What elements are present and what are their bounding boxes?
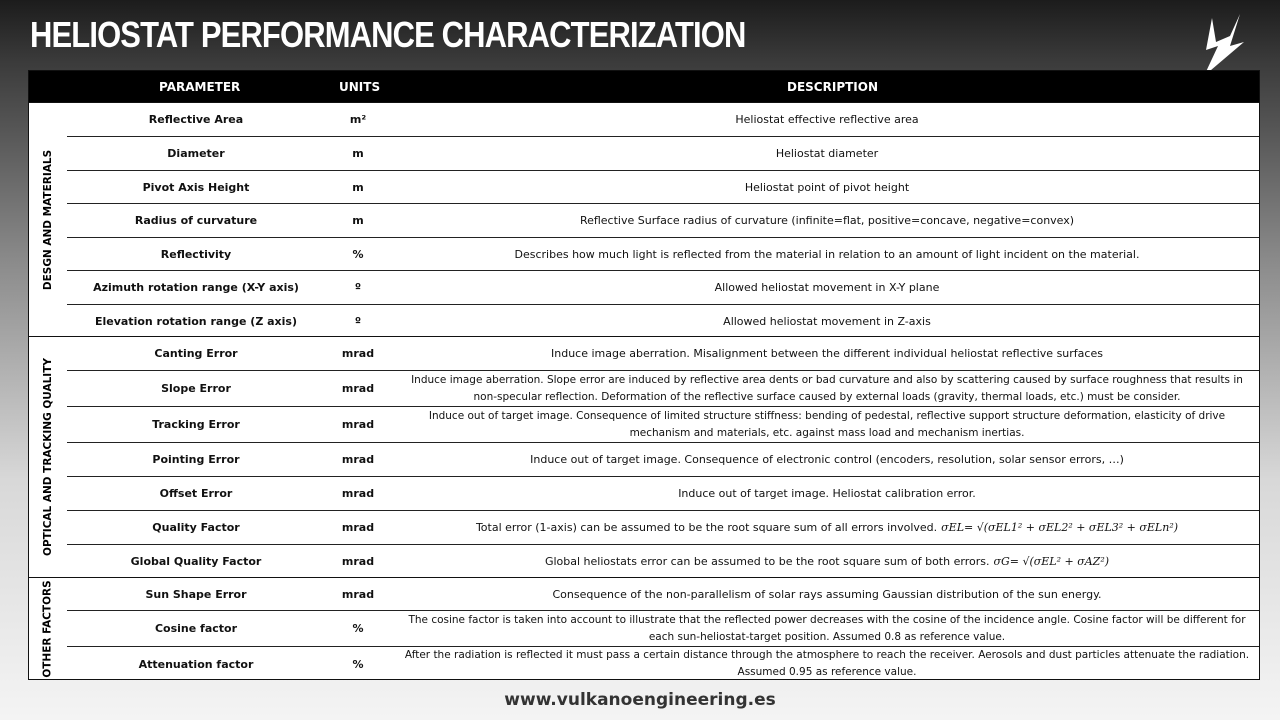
param-cell: Global Quality Factor bbox=[130, 555, 262, 568]
param-cell: Tracking Error bbox=[152, 418, 240, 431]
table-row bbox=[67, 203, 1259, 237]
units-cell: mrad bbox=[341, 382, 375, 395]
description-cell: The cosine factor is taken into account to illustrate that the reflected power decreases with the cosine of the incidence angle. Cosine factor will be different for each sun-heliostat-target position. Assumed 0.8 as reference value. bbox=[408, 613, 1246, 643]
units-cell: º bbox=[354, 281, 362, 294]
description-cell: After the radiation is reflected it must pass a certain distance through the atmosphere to reach the receiver. Aerosols and dust particles attenuate the radiation. Assumed 0.95 as reference value. bbox=[404, 649, 1250, 678]
description-cell: Induce out of target image. Heliostat calibration error. bbox=[678, 487, 976, 500]
description-cell: Induce image aberration. Misalignment between the different individual heliostat reflective surfaces bbox=[551, 347, 1103, 360]
table-row bbox=[67, 442, 1259, 476]
description-cell: Induce image aberration. Slope error are induced by reflective area dents or bad curvature and also by scattering caused by surface roughness that results in non-specular reflection. Deformation of the reflective surface caused by external loads (gravity, thermal loads, etc.) must be consider. bbox=[411, 373, 1243, 403]
group-design-materials bbox=[29, 102, 1259, 336]
group-label: OTHER FACTORS bbox=[42, 580, 55, 678]
description-cell: Allowed heliostat movement in Z-axis bbox=[723, 314, 931, 328]
param-cell: Pivot Axis Height bbox=[142, 180, 250, 194]
description-cell: Consequence of the non-parallelism of solar rays assuming Gaussian distribution of the sun energy. bbox=[552, 587, 1102, 601]
lightning-bolt-icon bbox=[1200, 12, 1246, 78]
table-row bbox=[67, 370, 1259, 406]
param-cell: Azimuth rotation range (X-Y axis) bbox=[93, 281, 299, 294]
description-cell: Allowed heliostat movement in X-Y plane bbox=[714, 281, 940, 294]
description-cell: Describes how much light is reflected from the material in relation to an amount of light incident on the material. bbox=[514, 247, 1140, 261]
param-cell: Slope Error bbox=[161, 382, 231, 395]
group-optical-tracking-quality bbox=[29, 336, 1259, 577]
param-cell: Diameter bbox=[167, 147, 225, 160]
param-cell: Pointing Error bbox=[152, 453, 240, 466]
param-cell: Elevation rotation range (Z axis) bbox=[94, 314, 298, 328]
table-row bbox=[67, 337, 1259, 370]
description-cell: Heliostat effective reflective area bbox=[735, 113, 919, 126]
table-row bbox=[67, 304, 1259, 337]
units-cell: % bbox=[352, 247, 364, 261]
group-other-factors bbox=[29, 577, 1259, 680]
description-cell: Induce out of target image. Consequence of limited structure stiffness: bending of pedestal, reflective support structure deformation, elasticity of drive mechanism and materials, etc. against mass load and mechanism inertias. bbox=[428, 409, 1226, 439]
description-text: Total error (1-axis) can be assumed to be the root square sum of all errors involved. bbox=[475, 521, 938, 534]
param-cell: Quality Factor bbox=[152, 521, 240, 534]
units-cell: mrad bbox=[341, 418, 375, 431]
param-cell: Sun Shape Error bbox=[145, 587, 247, 601]
description-cell: Induce out of target image. Consequence of electronic control (encoders, resolution, solar sensor errors, …) bbox=[530, 453, 1124, 466]
units-cell: m bbox=[352, 214, 364, 227]
table-row bbox=[67, 510, 1259, 544]
units-cell: m bbox=[352, 180, 364, 194]
header-description: DESCRIPTION bbox=[787, 80, 879, 94]
units-cell: % bbox=[352, 657, 364, 671]
table-row bbox=[67, 103, 1259, 136]
table-header bbox=[29, 71, 1259, 102]
description-cell: Reflective Surface radius of curvature (infinite=flat, positive=concave, negative=convex) bbox=[579, 214, 1075, 227]
formula: σEL= √(σEL1² + σEL2² + σEL3² + σELn²) bbox=[941, 521, 1179, 534]
group-label: OPTICAL AND TRACKING QUALITY bbox=[42, 358, 54, 556]
table-row bbox=[67, 170, 1259, 203]
units-cell: mrad bbox=[341, 587, 375, 601]
table-row bbox=[67, 610, 1259, 646]
description-cell bbox=[397, 545, 1257, 578]
units-cell: % bbox=[352, 622, 364, 635]
table-row bbox=[67, 476, 1259, 510]
table-row bbox=[67, 136, 1259, 170]
header-units: UNITS bbox=[339, 80, 381, 94]
units-cell: º bbox=[354, 314, 362, 328]
units-cell: mrad bbox=[341, 521, 375, 534]
units-cell: m² bbox=[349, 113, 367, 126]
units-cell: mrad bbox=[341, 453, 375, 466]
header-parameter: PARAMETER bbox=[159, 80, 241, 94]
parameter-table bbox=[28, 70, 1260, 680]
group-label: DESGN AND MATERIALS bbox=[42, 149, 55, 290]
table-row bbox=[67, 237, 1259, 270]
formula: σG= √(σEL² + σAZ²) bbox=[993, 555, 1110, 568]
param-cell: Reflectivity bbox=[160, 247, 232, 261]
param-cell: Reflective Area bbox=[148, 113, 244, 126]
description-cell: Heliostat diameter bbox=[775, 147, 879, 160]
param-cell: Offset Error bbox=[159, 487, 233, 500]
table-row bbox=[67, 646, 1259, 681]
table-row bbox=[67, 578, 1259, 610]
units-cell: mrad bbox=[341, 487, 375, 500]
param-cell: Attenuation factor bbox=[138, 657, 254, 671]
param-cell: Canting Error bbox=[154, 347, 238, 360]
table-row bbox=[67, 544, 1259, 578]
page-title: HELIOSTAT PERFORMANCE CHARACTERIZATION bbox=[30, 14, 746, 55]
table-row bbox=[67, 270, 1259, 304]
units-cell: m bbox=[352, 147, 364, 160]
param-cell: Radius of curvature bbox=[134, 214, 258, 227]
description-text: Global heliostats error can be assumed to be the root square sum of both errors. bbox=[544, 555, 990, 568]
website-url[interactable]: www.vulkanoengineering.es bbox=[504, 690, 776, 710]
description-cell bbox=[397, 511, 1257, 544]
units-cell: mrad bbox=[341, 347, 375, 360]
description-cell: Heliostat point of pivot height bbox=[744, 180, 910, 194]
table-row bbox=[67, 406, 1259, 442]
units-cell: mrad bbox=[341, 555, 375, 568]
param-cell: Cosine factor bbox=[154, 622, 238, 635]
